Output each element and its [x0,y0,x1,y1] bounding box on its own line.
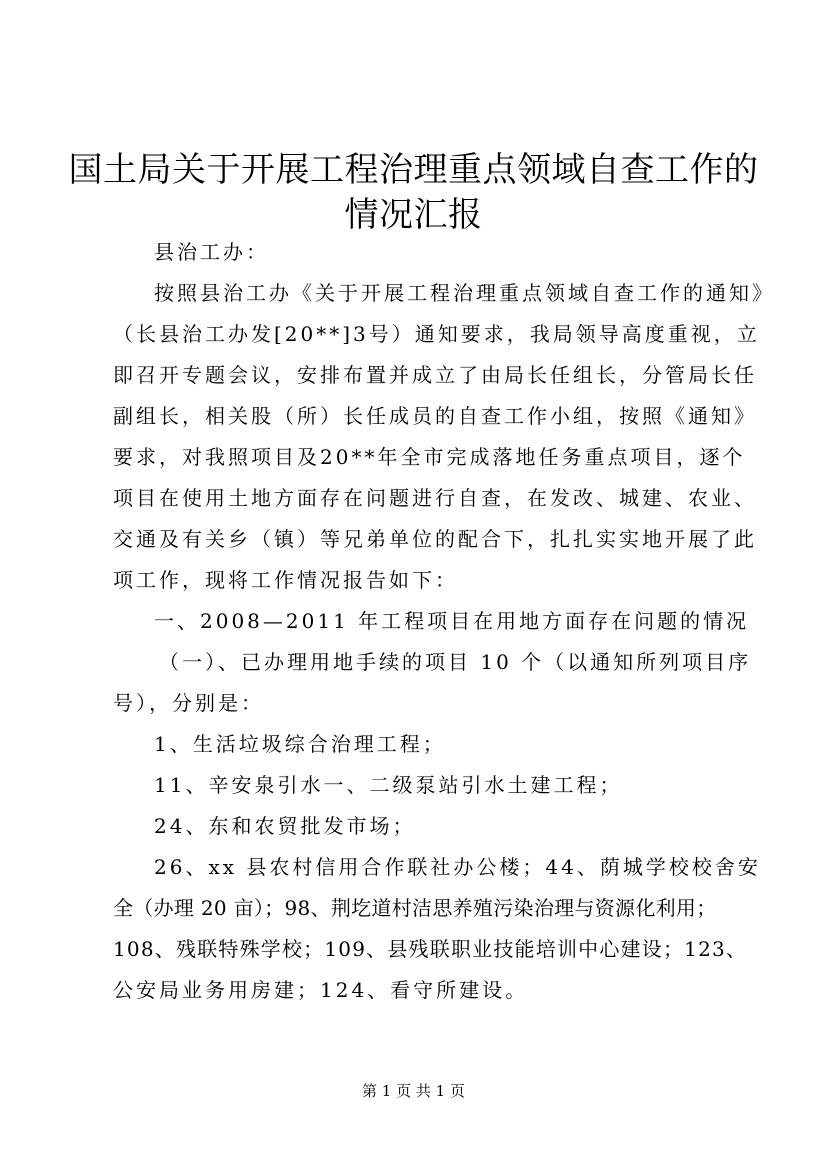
document-body [113,232,775,1011]
list-item: 1、生活垃圾综合治理工程； [154,732,446,756]
list-item-line: 全（办理 20 亩）；98、荆圪道村洁思养殖污染治理与资源化利用； [113,896,717,920]
page-footer: 第 1 页 共 1 页 [362,1082,465,1100]
paragraph-line: 项工作，现将工作情况报告如下： [113,568,458,592]
section-heading: 一、2008—2011 年工程项目在用地方面存在问题的情况 [154,609,750,633]
paragraph-line: 副组长，相关股（所）长任成员的自查工作小组，按照《通知》 [113,404,757,428]
document-title-line2: 情况汇报 [344,195,483,235]
paragraph-line: 要求，对我照项目及20**年全市完成落地任务重点项目，逐个 [113,445,746,469]
document-title-line1: 国土局关于开展工程治理重点领域自查工作的 [68,150,759,190]
paragraph-line: 项目在使用土地方面存在问题进行自查，在发改、城建、农业、 [113,486,757,510]
list-item: 24、东和农贸批发市场； [154,814,416,838]
paragraph-line: 即召开专题会议，安排布置并成立了由局长任组长，分管局长任 [113,363,757,387]
subsection-line: 号），分别是： [113,691,264,715]
subsection-line: （一）、已办理用地手续的项目 10 个（以通知所列项目序 [159,650,752,674]
paragraph-line: 交通及有关乡（镇）等兄弟单位的配合下，扎扎实实地开展了此 [113,527,757,551]
list-item: 11、辛安泉引水一、二级泵站引水土建工程； [154,773,623,797]
list-item-line: 公安局业务用房建；124、看守所建设。 [113,978,529,1002]
salutation: 县治工办： [154,240,269,264]
paragraph-line: 按照县治工办《关于开展工程治理重点领域自查工作的通知》 [154,281,775,305]
paragraph-line: （长县治工办发[20**]3号）通知要求，我局领导高度重视，立 [113,322,760,346]
list-item-line: 108、残联特殊学校；109、县残联职业技能培训中心建设；123、 [113,937,748,961]
list-item-line: 26、xx 县农村信用合作联社办公楼；44、荫城学校校舍安 [154,855,761,879]
